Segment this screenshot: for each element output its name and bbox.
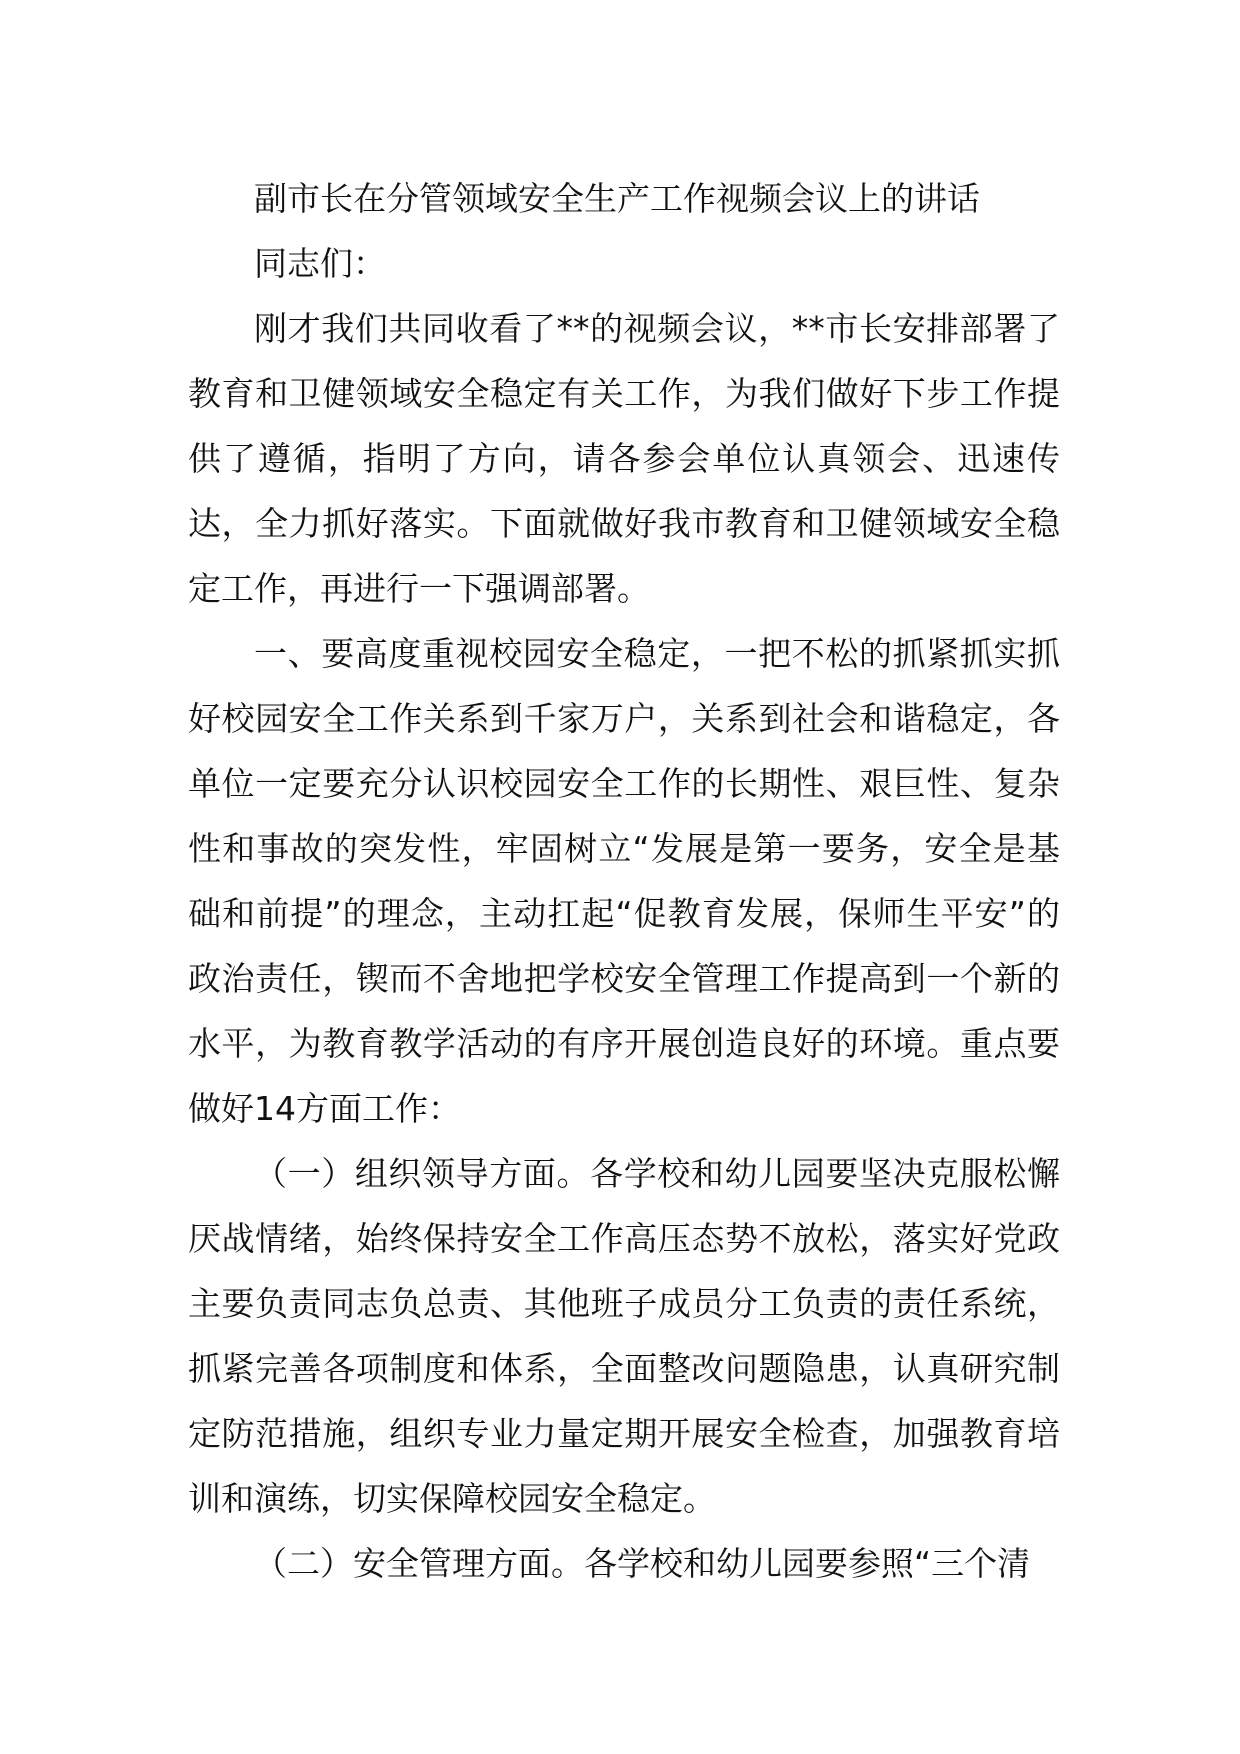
paragraph-organization-leadership: （一）组织领导方面。各学校和幼儿园要坚决克服松懈厌战情绪，始终保持安全工作高压态势不放松，落实好党政主要负责同志负总责、其他班子成员分工负责的责任系统，抓紧完善各项制度和体系，全面整改问题隐患，认真研究制定防范措施，组织专业力量定期开展安全检查，加强教育培训和演练，切实保障校园安全稳定。 (188, 1154, 1060, 1518)
salutation: 同志们： (254, 244, 386, 283)
document-title: 副市长在分管领域安全生产工作视频会议上的讲话 (254, 179, 980, 218)
paragraph-safety-management: （二）安全管理方面。各学校和幼儿园要参照“三个清 (254, 1544, 1031, 1583)
document-body (188, 166, 1060, 1596)
paragraph-section-one: 一、要高度重视校园安全稳定，一把不松的抓紧抓实抓好校园安全工作关系到千家万户，关系到社会和谐稳定，各单位一定要充分认识校园安全工作的长期性、艰巨性、复杂性和事故的突发性，牢固树立“发展是第一要务，安全是基础和前提”的理念，主动扛起“促教育发展，保师生平安”的政治责任，锲而不舍地把学校安全管理工作提高到一个新的水平，为教育教学活动的有序开展创造良好的环境。重点要做好14方面工作： (188, 634, 1060, 1128)
paragraph-intro: 刚才我们共同收看了**的视频会议，**市长安排部署了教育和卫健领域安全稳定有关工作，为我们做好下步工作提供了遵循，指明了方向，请各参会单位认真领会、迅速传达，全力抓好落实。下面就做好我市教育和卫健领域安全稳定工作，再进行一下强调部署。 (188, 309, 1060, 608)
